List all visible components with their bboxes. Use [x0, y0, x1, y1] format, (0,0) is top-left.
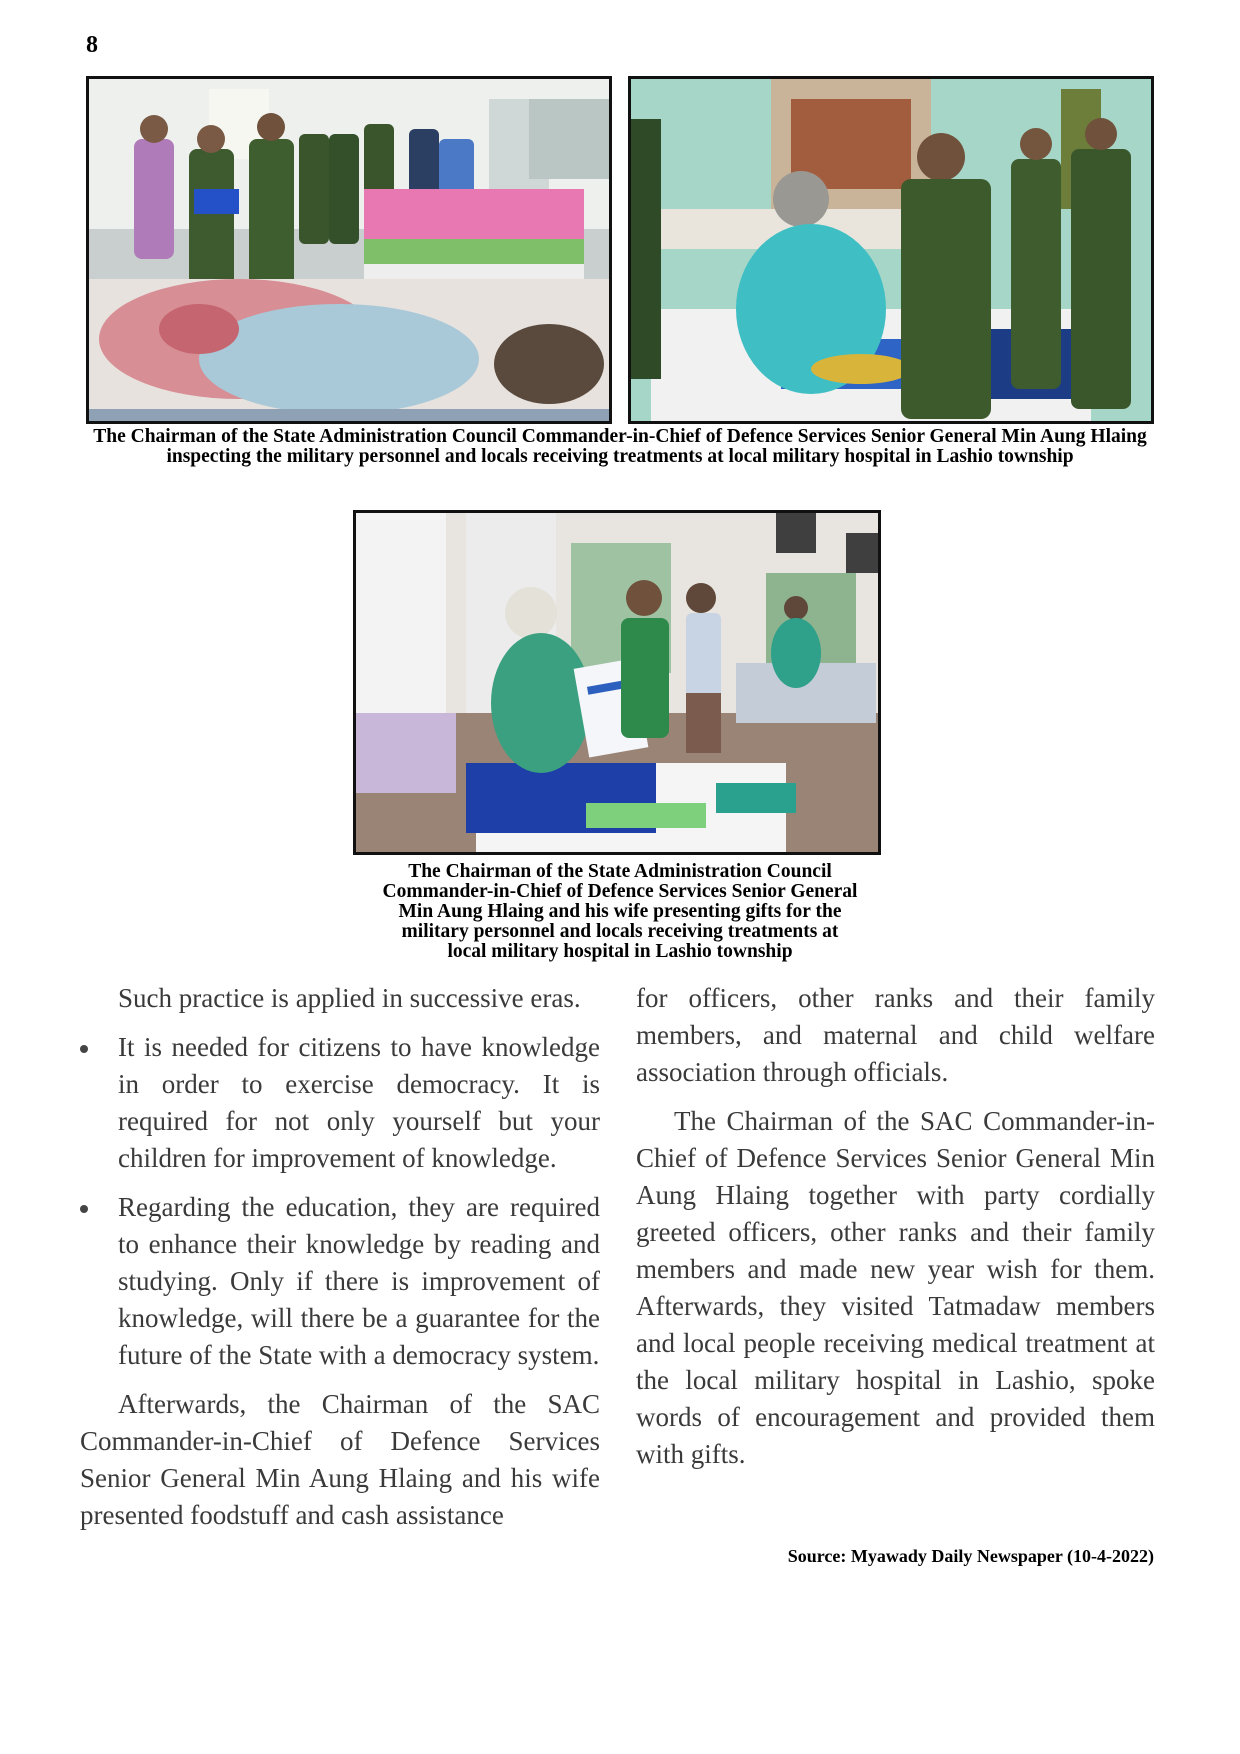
right-column: [636, 980, 1155, 1473]
photo-ward-inspection: [86, 76, 612, 424]
photo-presenting-gifts: [353, 510, 881, 855]
photo-greeting-patient: [628, 76, 1154, 424]
source-credit: Source: Myawady Daily Newspaper (10-4-2022): [787, 1546, 1154, 1566]
bullet-text: Regarding the education, they are required to enhance their knowledge by reading and studying. Only if there is improvement of knowledge, will there be a guarantee for the future of the State with a democracy system.: [118, 1192, 600, 1370]
bullet-icon: [80, 1045, 88, 1053]
continuation-paragraph: for officers, other ranks and their family members, and maternal and child welfare association through officials.: [636, 983, 1155, 1087]
caption-middle-line: military personnel and locals receiving treatments at: [401, 921, 839, 942]
body-paragraph: Afterwards, the Chairman of the SAC Commander-in-Chief of Defence Services Senior General Min Aung Hlaing and his wife presented foodstuff and cash assistance: [80, 1389, 600, 1530]
caption-middle-line: Min Aung Hlaing and his wife presenting gifts for the: [398, 901, 842, 922]
caption-middle-line: Commander-in-Chief of Defence Services Senior General: [382, 881, 858, 902]
caption-middle-line: local military hospital in Lashio township: [447, 941, 793, 962]
bullet-item: [80, 1029, 600, 1177]
caption-top: The Chairman of the State Administration Council Commander-in-Chief of Defence Services Senior General Min Aung Hlaing inspecting the military personnel and locals receiving treatments at local military hospital in Lashio township: [93, 426, 1147, 467]
caption-middle-line: The Chairman of the State Administration Council: [408, 861, 832, 882]
page-number: 8: [86, 32, 98, 58]
bullet-item: [80, 1189, 600, 1374]
caption-middle: [340, 862, 900, 962]
intro-paragraph: Such practice is applied in successive eras.: [118, 983, 581, 1013]
left-column: [80, 980, 600, 1534]
bullet-text: It is needed for citizens to have knowledge in order to exercise democracy. It is required for not only yourself but your children for improvement of knowledge.: [118, 1032, 600, 1173]
bullet-list: [80, 1029, 600, 1374]
body-paragraph: The Chairman of the SAC Commander-in-Chief of Defence Services Senior General Min Aung Hlaing together with party cordially greeted officers, other ranks and their family members and made new year wish for them. Afterwards, they visited Tatmadaw members and local people receiving medical treatment at the local military hospital in Lashio, spoke words of encouragement and provided them with gifts.: [636, 1106, 1155, 1469]
bullet-icon: [80, 1205, 88, 1213]
